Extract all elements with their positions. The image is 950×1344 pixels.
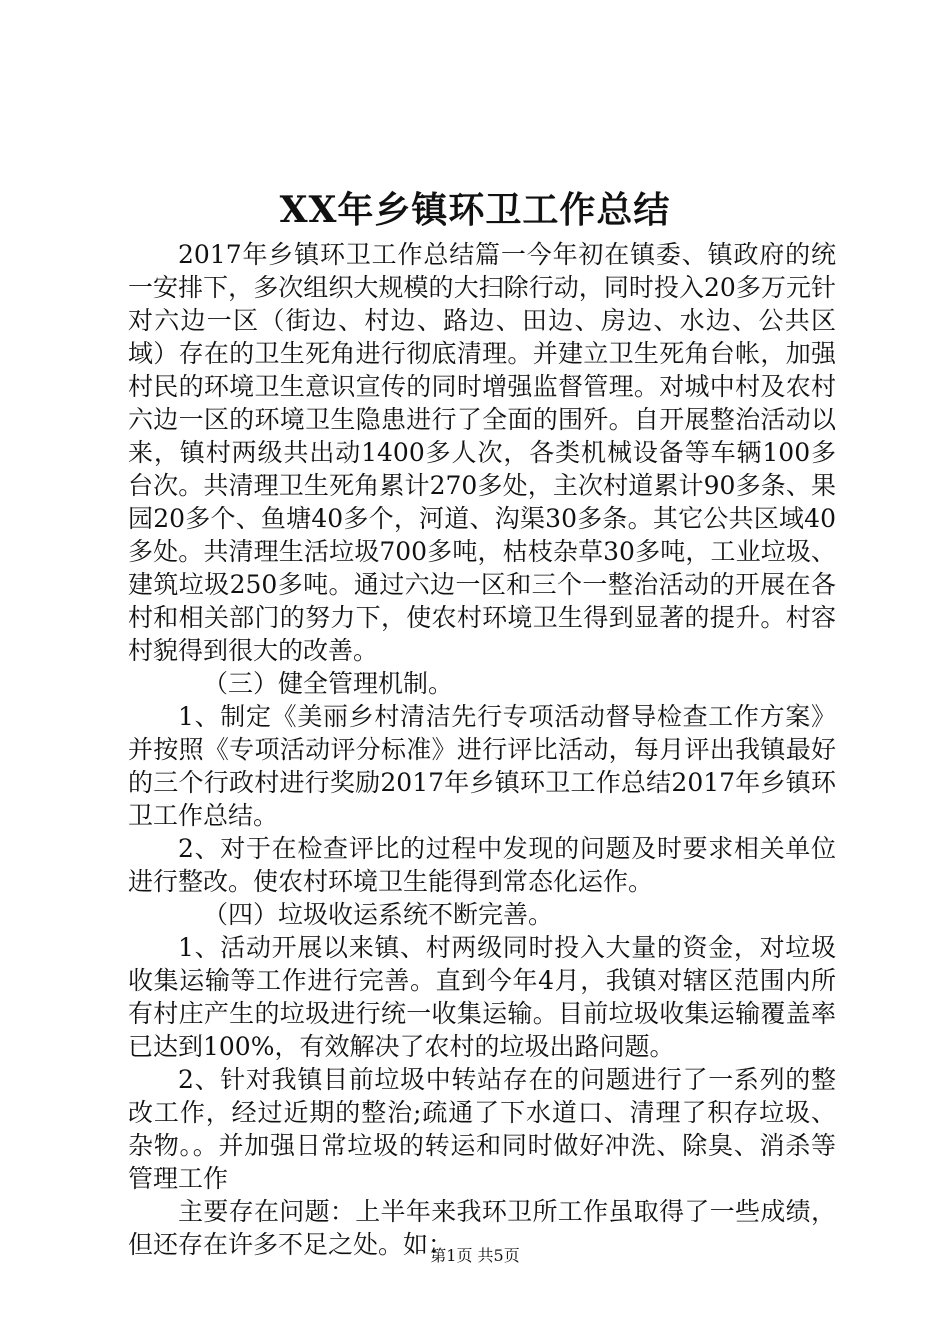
paragraph-3: 2、对于在检查评比的过程中发现的问题及时要求相关单位进行整改。使农村环境卫生能得到常态化运作。 bbox=[128, 834, 836, 896]
paragraph-1: 2017年乡镇环卫工作总结篇一今年初在镇委、镇政府的统一安排下，多次组织大规模的大扫除行动，同时投入20多万元针对六边一区（街边、村边、路边、田边、房边、水边、公共区域）存在的卫生死角进行彻底清理。并建立卫生死角台帐，加强村民的环境卫生意识宣传的同时增强监督管理。对城中村及农村六边一区的环境卫生隐患进行了全面的围歼。自开展整治活动以来，镇村两级共出动1400多人次，各类机械设备等车辆100多台次。共清理卫生死角累计270多处，主次村道累计90多条、果园20多个、鱼塘40多个，河道、沟渠30多条。其它公共区域40多处。共清理生活垃圾700多吨，枯枝杂草30多吨，工业垃圾、建筑垃圾250多吨。通过六边一区和三个一整治活动的开展在各村和相关部门的努力下，使农村环境卫生得到显著的提升。村容村貌得到很大的改善。 bbox=[128, 240, 836, 665]
paragraph-6: 主要存在问题：上半年来我环卫所工作虽取得了一些成绩，但还存在许多不足之处。如： bbox=[128, 1197, 836, 1259]
paragraph-2: 1、制定《美丽乡村清洁先行专项活动督导检查工作方案》并按照《专项活动评分标准》进行评比活动，每月评出我镇最好的三个行政村进行奖励2017年乡镇环卫工作总结2017年乡镇环卫工作总结。 bbox=[128, 702, 836, 830]
paragraph-5: 2、针对我镇目前垃圾中转站存在的问题进行了一系列的整改工作，经过近期的整治;疏通了下水道口、清理了积存垃圾、杂物。。并加强日常垃圾的转运和同时做好冲洗、除臭、消杀等管理工作 bbox=[128, 1065, 836, 1193]
document-body bbox=[128, 238, 836, 1261]
section-heading-3: （三）健全管理机制。 bbox=[203, 669, 454, 698]
page-footer: 第1页 共5页 bbox=[430, 1246, 520, 1265]
section-heading-4: （四）垃圾收运系统不断完善。 bbox=[203, 900, 554, 929]
document-title: XX年乡镇环卫工作总结 bbox=[279, 189, 671, 231]
paragraph-4: 1、活动开展以来镇、村两级同时投入大量的资金，对垃圾收集运输等工作进行完善。直到今年4月，我镇对辖区范围内所有村庄产生的垃圾进行统一收集运输。目前垃圾收集运输覆盖率已达到100%，有效解决了农村的垃圾出路问题。 bbox=[128, 933, 836, 1061]
